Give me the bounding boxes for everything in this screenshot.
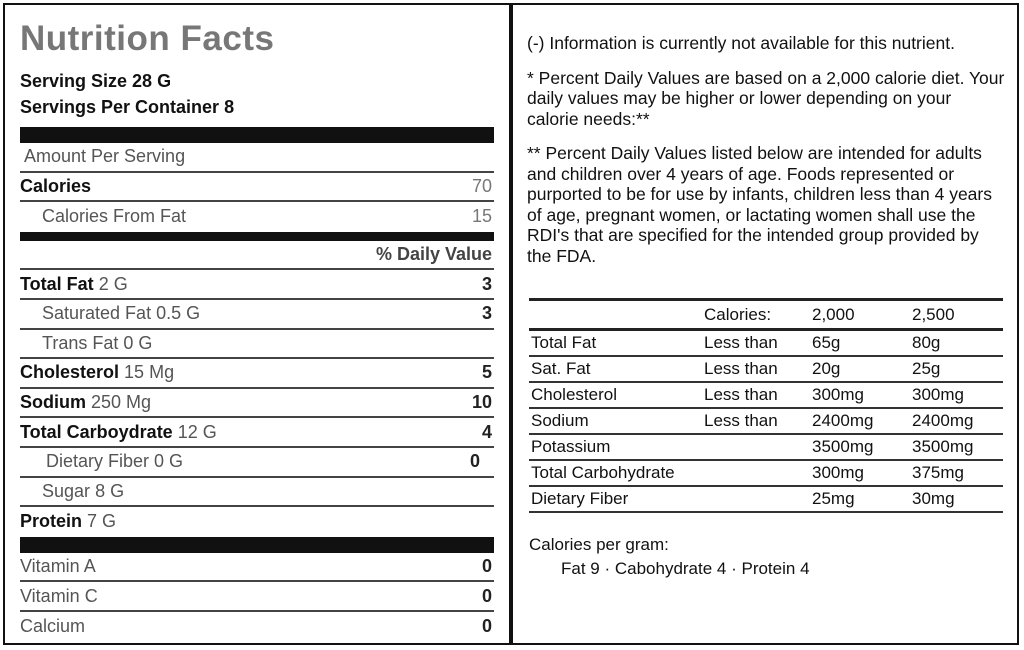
nutrition-panel xyxy=(20,18,494,642)
rdi-nutrient: Dietary Fiber xyxy=(531,489,629,508)
calories-per-gram xyxy=(529,533,810,581)
rdi-qualifier: Less than xyxy=(704,385,778,404)
calories-per-gram-values: Fat 9 · Cabohydrate 4 · Protein 4 xyxy=(561,559,810,578)
nutrient-amount: 15 Mg xyxy=(124,362,175,383)
table-row xyxy=(529,383,1003,409)
divider-bar xyxy=(20,232,494,241)
nutrient-amount: 2 G xyxy=(98,273,128,294)
panel-divider xyxy=(509,3,513,645)
vitamin-row xyxy=(20,582,494,612)
vitamin-row xyxy=(20,612,494,642)
nutrient-amount: 0 G xyxy=(123,332,153,353)
rdi-value-2500: 3500mg xyxy=(912,437,974,456)
rdi-header-row xyxy=(529,301,1003,331)
nutrient-dv: 5 xyxy=(481,362,492,383)
vitamin-row xyxy=(20,553,494,583)
nutrient-amount: 0.5 G xyxy=(156,303,201,324)
table-row xyxy=(529,435,1003,461)
rdi-nutrient: Cholesterol xyxy=(531,385,617,404)
percent-dv-note: * Percent Daily Values are based on a 2,000 calorie diet. Your daily values may be higher or lower depending on your calorie needs:** xyxy=(527,67,1005,129)
divider-bar xyxy=(20,537,494,553)
rdi-value-2500: 300mg xyxy=(912,385,964,404)
nutrient-name: Sugar xyxy=(42,480,91,501)
rdi-value-2500: 375mg xyxy=(912,463,964,482)
nutrient-row xyxy=(20,389,494,419)
table-row xyxy=(529,409,1003,435)
vitamin-name: Calcium xyxy=(20,616,86,637)
nutrient-dv: 3 xyxy=(481,303,492,324)
rdi-value-2000: 300mg xyxy=(812,385,864,404)
rdi-value-2000: 25mg xyxy=(812,489,855,508)
nutrient-dv: 10 xyxy=(471,392,492,413)
unavailable-note: (-) Information is currently not available for this nutrient. xyxy=(527,33,955,53)
rdi-value-2500: 25g xyxy=(912,359,941,378)
nutrient-dv: 0 xyxy=(469,451,480,472)
rdi-qualifier: Less than xyxy=(704,411,778,430)
rdi-value-2500: 2400mg xyxy=(912,411,974,430)
nutrient-amount: 250 Mg xyxy=(91,392,152,413)
page-title: Nutrition Facts xyxy=(20,19,275,58)
nutrient-name: Protein xyxy=(20,511,83,532)
rdi-value-2000: 65g xyxy=(812,333,841,352)
nutrient-row xyxy=(20,478,494,508)
nutrient-dv: 3 xyxy=(481,273,492,294)
vitamin-name: Vitamin C xyxy=(20,585,98,606)
nutrient-name: Sodium xyxy=(20,392,86,413)
notes-panel xyxy=(527,33,1005,280)
calories-from-fat-label: Calories From Fat xyxy=(42,206,187,227)
nutrient-amount: 12 G xyxy=(177,421,217,442)
nutrient-dv: 4 xyxy=(481,421,492,442)
calories-value: 70 xyxy=(471,175,492,196)
rdi-qualifier: Less than xyxy=(704,333,778,352)
calories-from-fat-row xyxy=(20,202,494,232)
calories-from-fat-value: 15 xyxy=(471,206,492,227)
rdi-note: ** Percent Daily Values listed below are intended for adults and children over 4 years of age. Foods represented or purported to be for use by infants, children less than 4 years of age, pregnant women, or lactating women shall use the RDI's that are specified for the intended group provided by the FDA. xyxy=(527,143,992,266)
table-row xyxy=(529,461,1003,487)
vitamin-name: Vitamin A xyxy=(20,556,96,577)
daily-value-header: % Daily Value xyxy=(375,244,492,265)
vitamin-dv: 0 xyxy=(481,616,492,637)
rdi-header-col2: 2,500 xyxy=(912,304,955,324)
table-row xyxy=(529,331,1003,357)
rdi-nutrient: Sat. Fat xyxy=(531,359,591,378)
rdi-header-label: Calories: xyxy=(704,304,772,324)
rdi-nutrient: Total Carbohydrate xyxy=(531,463,675,482)
rdi-nutrient: Total Fat xyxy=(531,333,597,352)
nutrient-row xyxy=(20,507,494,537)
rdi-table xyxy=(529,298,1003,513)
rdi-header-col1: 2,000 xyxy=(812,304,855,324)
nutrient-row xyxy=(20,359,494,389)
rdi-nutrient: Potassium xyxy=(531,437,611,456)
rdi-nutrient: Sodium xyxy=(531,411,589,430)
serving-size: Serving Size 28 G xyxy=(20,71,172,91)
calories-label: Calories xyxy=(20,175,92,196)
vitamin-dv: 0 xyxy=(481,556,492,577)
daily-value-header-row xyxy=(20,241,494,271)
nutrient-name: Trans Fat xyxy=(42,332,119,353)
calories-per-gram-heading: Calories per gram: xyxy=(529,535,669,554)
nutrient-name: Dietary Fiber xyxy=(46,451,150,472)
rdi-value-2500: 30mg xyxy=(912,489,955,508)
nutrient-name: Total Fat xyxy=(20,273,94,294)
nutrient-row xyxy=(20,418,494,448)
nutrient-name: Total Carboydrate xyxy=(20,421,173,442)
nutrient-row xyxy=(20,330,494,360)
divider-bar xyxy=(20,127,494,143)
nutrient-amount: 0 G xyxy=(154,451,184,472)
table-row xyxy=(529,487,1003,513)
vitamin-dv: 0 xyxy=(481,585,492,606)
rdi-value-2000: 3500mg xyxy=(812,437,874,456)
nutrient-name: Saturated Fat xyxy=(42,303,152,324)
nutrient-row xyxy=(20,270,494,300)
table-row xyxy=(529,357,1003,383)
rdi-value-2000: 20g xyxy=(812,359,841,378)
rdi-qualifier: Less than xyxy=(704,359,778,378)
amount-per-serving-row xyxy=(20,143,494,173)
amount-per-serving: Amount Per Serving xyxy=(24,146,186,167)
nutrient-name: Cholesterol xyxy=(20,362,120,383)
rdi-value-2500: 80g xyxy=(912,333,941,352)
rdi-value-2000: 2400mg xyxy=(812,411,874,430)
nutrient-amount: 7 G xyxy=(87,511,117,532)
servings-per-container: Servings Per Container 8 xyxy=(20,97,235,117)
calories-row xyxy=(20,173,494,203)
nutrient-row xyxy=(20,300,494,330)
nutrient-row xyxy=(20,448,494,478)
rdi-value-2000: 300mg xyxy=(812,463,864,482)
nutrient-amount: 8 G xyxy=(95,480,125,501)
